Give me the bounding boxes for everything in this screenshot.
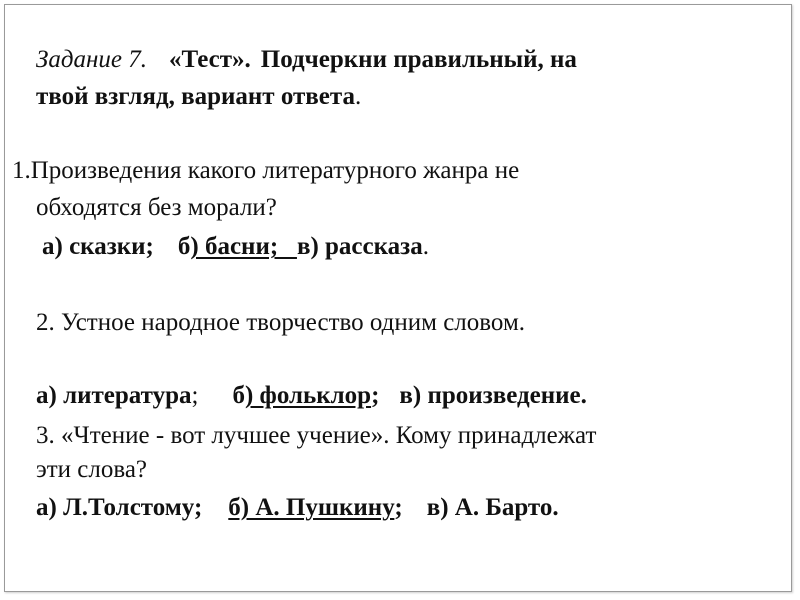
q1-text-line2: обходятся без морали?: [36, 194, 277, 221]
q1-answers: [42, 232, 429, 262]
task-instruction-period: .: [354, 83, 362, 110]
q3-answer-b-end: ;: [394, 494, 403, 521]
q3-text-line1: 3. «Чтение - вот лучшее учение». Кому принадлежат: [36, 422, 597, 449]
q1-answer-b-underlined: ) басни;: [190, 233, 297, 260]
q2-answer-a: а) литература: [36, 382, 192, 409]
q1-answer-b-prefix: б: [177, 233, 191, 260]
q2-answer-c: в) произведение.: [399, 382, 587, 409]
q3-answer-b-underlined: б) А. Пушкину: [228, 494, 395, 521]
task-title: «Тест».: [169, 46, 251, 73]
q2-answers: [36, 381, 587, 411]
q3-text-line2: эти слова?: [36, 456, 148, 483]
task-heading: [36, 45, 577, 75]
q1-text-line1: 1.Произведения какого литературного жанра не: [12, 157, 520, 184]
q2-answer-a-end: ;: [191, 382, 199, 409]
q1-answer-a: а) сказки;: [42, 233, 154, 260]
q3-answer-a: а) Л.Толстому;: [36, 494, 203, 521]
q2-answer-b-underlined: ) фольклор: [244, 382, 372, 409]
task-label: Задание 7.: [36, 46, 148, 73]
q2-answer-b-end: ;: [371, 382, 380, 409]
q2-answer-b-prefix: б: [232, 382, 245, 409]
task-instruction-cont: твой взгляд, вариант ответа: [36, 83, 355, 110]
task-instruction: Подчеркни правильный, на: [260, 46, 577, 73]
task-instruction-line2: [36, 82, 361, 112]
q3-answers: [36, 493, 559, 523]
q1-answer-c-end: .: [422, 233, 429, 260]
q2-text: 2. Устное народное творчество одним словом.: [36, 309, 526, 336]
q1-answer-c: в) рассказа: [296, 233, 423, 260]
q3-answer-c: в) А. Барто.: [426, 494, 559, 521]
